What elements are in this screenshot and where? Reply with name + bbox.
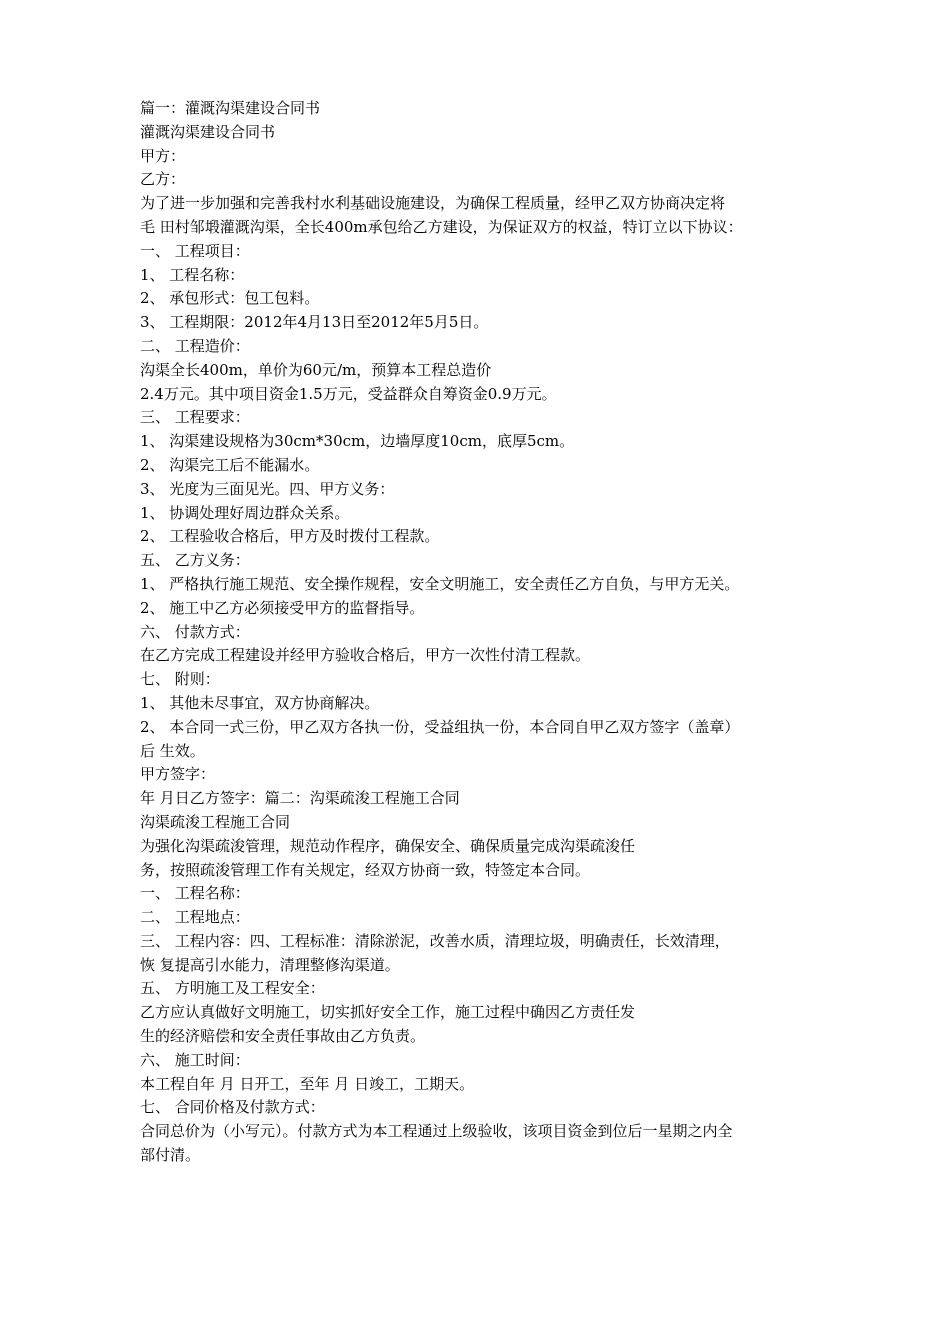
document-line: 甲方签字： (140, 765, 216, 784)
document-line: 甲方： (140, 146, 186, 165)
document-line: 七、 附则： (140, 670, 220, 689)
document-line: 1、 其他未尽事宜，双方协商解决。 (140, 693, 380, 712)
document-line: 五、 乙方义务： (140, 551, 250, 570)
document-line: 合同总价为（小写元）。付款方式为本工程通过上级验收，该项目资金到位后一星期之内全 (140, 1122, 733, 1141)
document-line: 2、 工程验收合格后，甲方及时拨付工程款。 (140, 527, 440, 546)
document-line: 务，按照疏浚管理工作有关规定，经双方协商一致，特签定本合同。 (140, 860, 591, 879)
document-body (140, 97, 830, 1168)
document-line: 篇一：灌溉沟渠建设合同书 (140, 99, 321, 117)
document-line: 乙方应认真做好文明施工，切实抓好安全工作，施工过程中确因乙方责任发 (140, 1003, 636, 1022)
document-line: 六、 付款方式： (140, 622, 250, 641)
document-line: 1、 工程名称： (140, 265, 245, 284)
document-line: 2、 承包形式：包工包料。 (140, 289, 320, 308)
document-line: 2、 沟渠完工后不能漏水。 (140, 455, 320, 474)
document-line: 三、 工程要求： (140, 408, 250, 427)
document-line: 本工程自年 月 日开工，至年 月 日竣工，工期天。 (140, 1074, 475, 1093)
document-line: 3、 光度为三面见光。四、甲方义务： (140, 479, 395, 498)
document-line: 后 生效。 (140, 741, 205, 760)
document-line: 恢 复提高引水能力，清理整修沟渠道。 (140, 955, 400, 974)
document-line: 沟渠疏浚工程施工合同 (140, 812, 291, 831)
document-line: 二、 工程造价： (140, 336, 250, 355)
document-line: 五、 方明施工及工程安全： (140, 979, 325, 998)
document-line: 生的经济赔偿和安全责任事故由乙方负责。 (140, 1027, 426, 1046)
document-line: 乙方： (140, 170, 186, 189)
document-line: 部付清。 (140, 1146, 201, 1165)
document-line: 沟渠全长400m，单价为60元/m，预算本工程总造价 (140, 360, 492, 379)
document-line: 年 月日乙方签字：篇二：沟渠疏浚工程施工合同 (140, 789, 460, 808)
document-line: 2、 本合同一式三份，甲乙双方各执一份，受益组执一份，本合同自甲乙双方签字（盖章） (140, 717, 740, 736)
document-line: 1、 沟渠建设规格为30cm*30cm，边墙厚度10cm，底厚5cm。 (140, 432, 575, 451)
document-line: 毛 田村邹塅灌溉沟渠，全长400m承包给乙方建设，为保证双方的权益，特订立以下协议： (140, 217, 743, 236)
document-line: 六、 施工时间： (140, 1050, 250, 1069)
document-line: 2.4万元。其中项目资金1.5万元，受益群众自筹资金0.9万元。 (140, 384, 557, 403)
document-line: 1、 协调处理好周边群众关系。 (140, 503, 350, 522)
document-line: 为强化沟渠疏浚管理，规范动作程序，确保安全、确保质量完成沟渠疏浚任 (140, 836, 636, 855)
document-line: 一、 工程名称： (140, 884, 250, 903)
document-line: 灌溉沟渠建设合同书 (140, 122, 276, 141)
document-line: 七、 合同价格及付款方式： (140, 1098, 325, 1117)
document-line: 1、 严格执行施工规范、安全操作规程，安全文明施工，安全责任乙方自负，与甲方无关。 (140, 574, 740, 593)
document-line: 一、 工程项目： (140, 241, 250, 260)
document-line: 为了进一步加强和完善我村水利基础设施建设，为确保工程质量，经甲乙双方协商决定将 (140, 194, 726, 213)
document-line: 在乙方完成工程建设并经甲方验收合格后，甲方一次性付清工程款。 (140, 646, 591, 665)
document-line: 二、 工程地点： (140, 908, 250, 927)
document-line: 3、 工程期限：2012年4月13日至2012年5月5日。 (140, 313, 489, 332)
document-line: 2、 施工中乙方必须接受甲方的监督指导。 (140, 598, 425, 617)
document-line: 三、 工程内容：四、工程标准：清除淤泥，改善水质，清理垃圾，明确责任，长效清理， (140, 931, 730, 950)
